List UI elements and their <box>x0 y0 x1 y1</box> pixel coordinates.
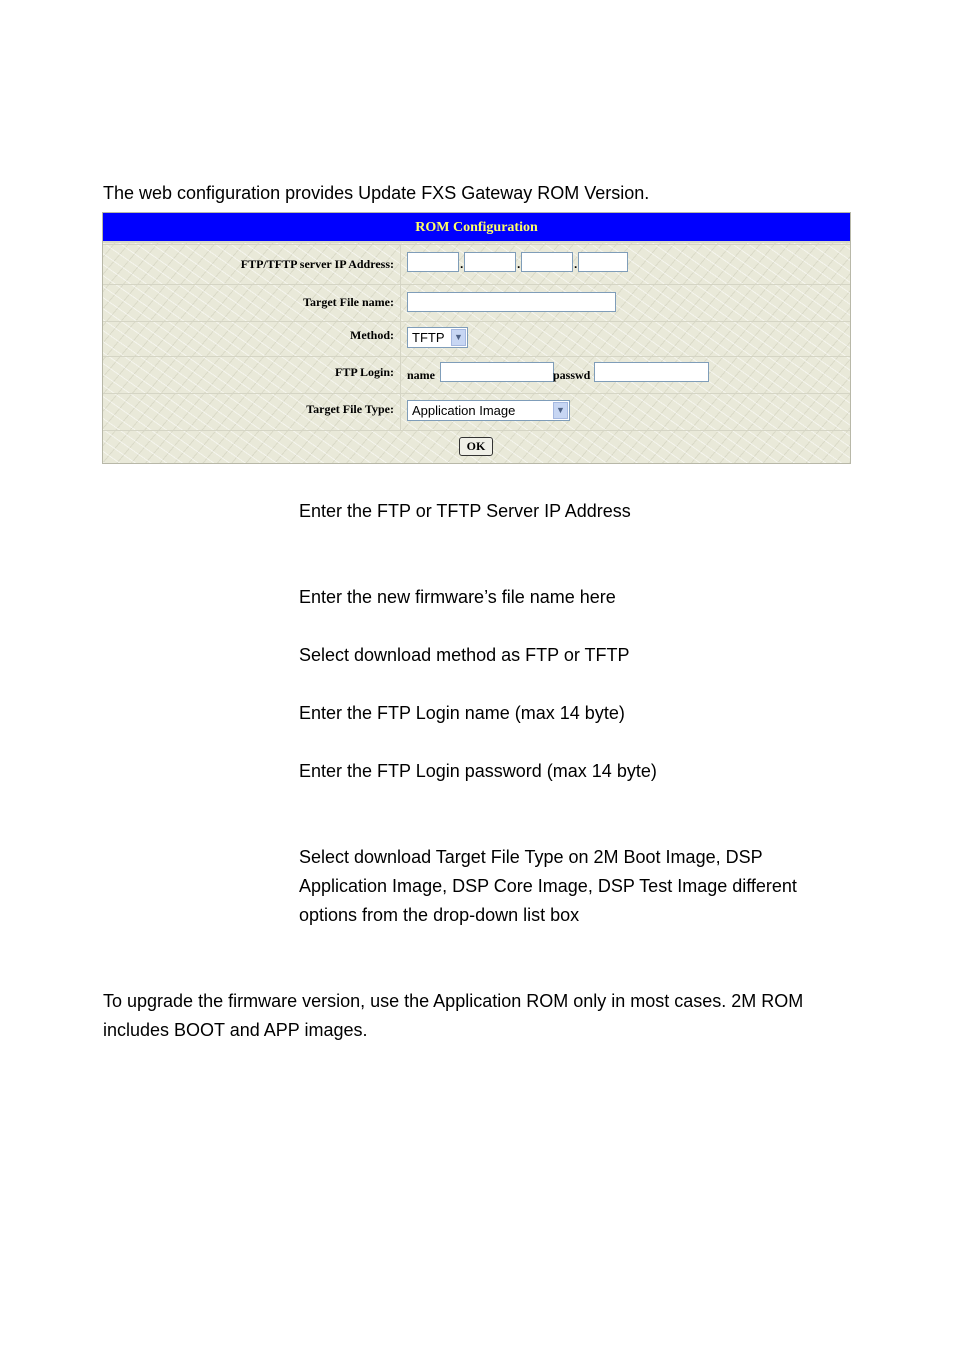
desc-login-password: Enter the FTP Login password (max 14 byte) <box>299 761 657 781</box>
file-name-row <box>103 284 850 321</box>
ip-octet-3-input[interactable] <box>521 252 573 272</box>
ip-label: FTP/TFTP server IP Address: <box>103 245 401 284</box>
file-name-label: Target File name: <box>103 285 401 321</box>
rom-configuration-panel <box>102 212 851 464</box>
ok-button[interactable]: OK <box>459 437 493 456</box>
method-label: Method: <box>103 322 401 356</box>
ip-dot-1: . <box>460 257 464 271</box>
method-select[interactable] <box>407 327 468 348</box>
passwd-label: passwd <box>553 368 591 382</box>
file-type-row <box>103 393 850 430</box>
chevron-down-icon: ▼ <box>553 402 568 419</box>
desc-file-type: Select download Target File Type on 2M Boot Image, DSP Application Image, DSP Core Image, DSP Test Image different options from the drop-down list box <box>299 847 797 925</box>
desc-file-name: Enter the new firmware’s file name here <box>299 587 616 607</box>
method-field-group <box>403 322 850 356</box>
method-select-value: TFTP <box>412 330 445 345</box>
target-file-name-input[interactable] <box>407 292 616 312</box>
desc-login-name: Enter the FTP Login name (max 14 byte) <box>299 703 625 723</box>
panel-title: ROM Configuration <box>103 213 850 243</box>
ip-octet-2-input[interactable] <box>464 252 516 272</box>
file-type-label: Target File Type: <box>103 394 401 430</box>
ip-octet-4-input[interactable] <box>578 252 628 272</box>
ip-dot-2: . <box>517 257 521 271</box>
ftp-login-row <box>103 356 850 393</box>
name-label: name <box>407 368 435 382</box>
ip-dot-3: . <box>574 257 578 271</box>
file-type-select-value: Application Image <box>412 403 516 418</box>
ftp-login-label: FTP Login: <box>103 357 401 393</box>
ip-octet-1-input[interactable] <box>407 252 459 272</box>
file-type-field-group <box>403 394 850 430</box>
ok-row <box>103 430 850 463</box>
upgrade-note: To upgrade the firmware version, use the Application ROM only in most cases. 2M ROM includes BOOT and APP images. <box>103 991 804 1040</box>
file-name-field-group <box>403 285 850 321</box>
method-row <box>103 321 850 356</box>
ftp-login-field-group <box>403 357 850 393</box>
chevron-down-icon: ▼ <box>451 329 466 346</box>
target-file-type-select[interactable] <box>407 400 570 421</box>
ftp-login-name-input[interactable] <box>440 362 554 382</box>
ip-row <box>103 244 850 284</box>
ip-field-group <box>403 245 850 284</box>
desc-method: Select download method as FTP or TFTP <box>299 645 630 665</box>
desc-ip: Enter the FTP or TFTP Server IP Address <box>299 501 631 521</box>
ftp-login-password-input[interactable] <box>594 362 709 382</box>
intro-text: The web configuration provides Update FXS Gateway ROM Version. <box>103 183 650 203</box>
